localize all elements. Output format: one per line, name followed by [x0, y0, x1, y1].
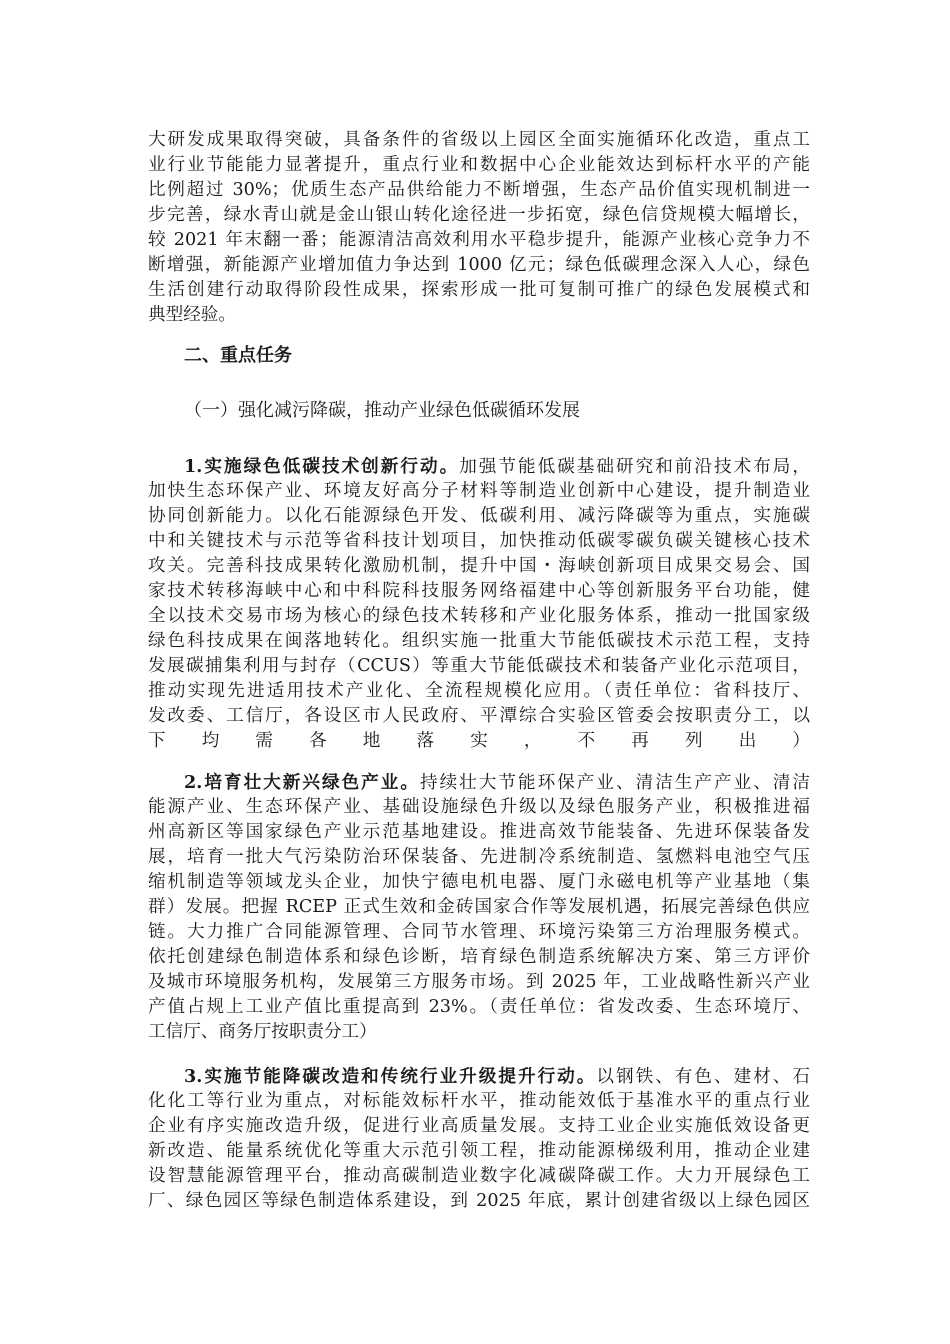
- text-line: 典型经验。: [148, 305, 236, 325]
- text-line: 家技术转移海峡中心和中科院科技服务网络福建中心等创新服务平台功能，健: [148, 581, 810, 601]
- item-3-paragraph: [148, 1064, 810, 1214]
- text-line: 协同创新能力。以化石能源绿色开发、低碳利用、减污降碳等为重点，实施碳: [148, 506, 810, 526]
- text-line: 缩机制造等领域龙头企业，加快宁德电机电器、厦门永磁电机等产业基地（集: [148, 872, 810, 892]
- text-line: 业行业节能能力显著提升，重点行业和数据中心企业能效达到标杆水平的产能: [148, 155, 810, 175]
- item-3-text: 以钢铁、有色、建材、石: [596, 1067, 810, 1087]
- text-line: 产值占规上工业产值比重提高到 23%。（责任单位：省发改委、生态环境厅、: [148, 997, 810, 1017]
- text-line: 链。大力推广合同能源管理、合同节水管理、环境污染第三方治理服务模式。: [148, 922, 810, 942]
- text-line: 生活创建行动取得阶段性成果，探索形成一批可复制可推广的绿色发展模式和: [148, 280, 810, 300]
- text-line: 断增强，新能源产业增加值力争达到 1000 亿元；绿色低碳理念深入人心，绿色: [148, 255, 810, 275]
- text-line: [148, 770, 810, 795]
- intro-paragraph: [148, 128, 810, 328]
- text-line: 展，培育一批大气污染防治环保装备、先进制冷系统制造、氢燃料电池空气压: [148, 847, 810, 867]
- text-line: 大研发成果取得突破，具备条件的省级以上园区全面实施循环化改造，重点工: [148, 130, 810, 150]
- text-line: 加快生态环保产业、环境友好高分子材料等制造业创新中心建设，提升制造业: [148, 481, 810, 501]
- text-line: [148, 454, 810, 479]
- text-line: 企业有序实施改造升级，促进行业高质量发展。支持工业企业实施低效设备更: [148, 1116, 810, 1136]
- text-line: 比例超过 30%；优质生态产品供给能力不断增强，生态产品价值实现机制进一: [148, 180, 810, 200]
- text-line: 化化工等行业为重点，对标能效标杆水平，推动能效低于基准水平的重点行业: [148, 1091, 810, 1111]
- item-1-text: 加强节能低碳基础研究和前沿技术布局，: [459, 457, 810, 477]
- text-line: 步完善，绿水青山就是金山银山转化途径进一步拓宽，绿色信贷规模大幅增长，: [148, 205, 810, 225]
- text-line: 攻关。完善科技成果转化激励机制，提升中国・海峡创新项目成果交易会、国: [148, 556, 810, 576]
- section-heading: 二、重点任务: [184, 345, 292, 366]
- text-line: 州高新区等国家绿色产业示范基地建设。推进高效节能装备、先进环保装备发: [148, 822, 810, 842]
- item-1-paragraph: [148, 454, 810, 779]
- text-line: 及城市环境服务机构，发展第三方服务市场。到 2025 年，工业战略性新兴产业: [148, 972, 810, 992]
- text-line: 能源产业、生态环保产业、基础设施绿色升级以及绿色服务产业，积极推进福: [148, 797, 810, 817]
- text-line: 新改造、能量系统优化等重大示范引领工程，推动能源梯级利用，推动企业建: [148, 1141, 810, 1161]
- text-line: 全以技术交易市场为核心的绿色技术转移和产业化服务体系，推动一批国家级: [148, 606, 810, 626]
- item-3-title: 3.实施节能降碳改造和传统行业升级提升行动。: [184, 1066, 597, 1087]
- item-2-paragraph: [148, 770, 810, 1045]
- text-line: [148, 1064, 810, 1089]
- text-line: 工信厅、商务厅按职责分工）: [148, 1022, 377, 1042]
- text-line: 群）发展。把握 RCEP 正式生效和金砖国家合作等发展机遇，拓展完善绿色供应: [148, 897, 810, 917]
- text-line: 较 2021 年末翻一番；能源清洁高效利用水平稳步提升，能源产业核心竞争力不: [148, 230, 810, 250]
- item-1-title: 1.实施绿色低碳技术创新行动。: [184, 456, 460, 477]
- text-line: 中和关键技术与示范等省科技计划项目，加快推动低碳零碳负碳关键核心技术: [148, 531, 810, 551]
- text-line: 推动实现先进适用技术产业化、全流程规模化应用。（责任单位：省科技厅、: [148, 681, 810, 701]
- text-line: 厂、绿色园区等绿色制造体系建设，到 2025 年底，累计创建省级以上绿色园区: [148, 1191, 810, 1211]
- item-2-text: 持续壮大节能环保产业、清洁生产产业、清洁: [419, 773, 810, 793]
- text-line: 设智慧能源管理平台，推动高碳制造业数字化减碳降碳工作。大力开展绿色工: [148, 1166, 810, 1186]
- text-line: 绿色科技成果在闽落地转化。组织实施一批重大节能低碳技术示范工程，支持: [148, 631, 810, 651]
- item-2-title: 2.培育壮大新兴绿色产业。: [184, 772, 420, 793]
- subsection-heading: （一）强化减污降碳，推动产业绿色低碳循环发展: [184, 400, 580, 421]
- text-line: 依托创建绿色制造体系和绿色诊断，培育绿色制造系统解决方案、第三方评价: [148, 947, 810, 967]
- text-line: 发展碳捕集利用与封存（CCUS）等重大节能低碳技术和装备产业化示范项目，: [148, 656, 810, 676]
- text-line: 下均需各地落实，不再列出）: [148, 731, 810, 751]
- text-line: 发改委、工信厅，各设区市人民政府、平潭综合实验区管委会按职责分工，以: [148, 706, 810, 726]
